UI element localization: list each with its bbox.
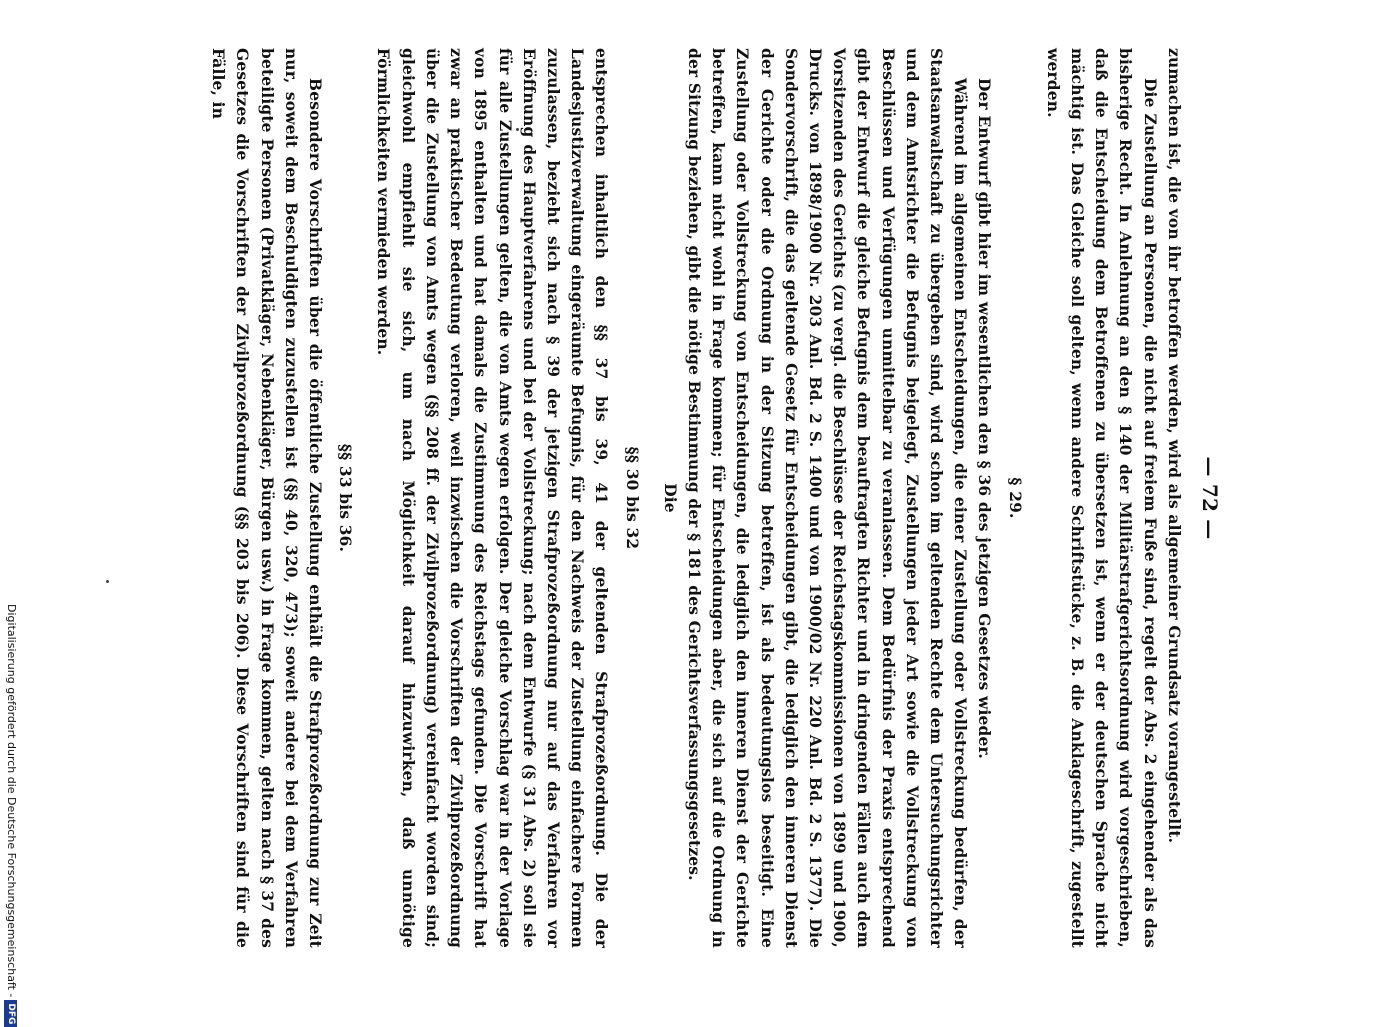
section-heading-29: § 29. — [1005, 477, 1024, 519]
catchword: Die — [660, 483, 679, 513]
section-heading-33-36: §§ 33 bis 36. — [336, 443, 355, 553]
paragraph-zustellung: Die Zustellung an Personen, die nicht auf freiem Fuße sind, regelt der Abs. 2 eingehender als das bisherige Recht. In Anlehnung an den § 140 der Militärstrafgerichtsordnung wird vorgeschrieben, daß die Entscheidung dem Betroffenen zu übersetzen ist, wenn er der deutschen Sprache nicht mächtig ist. Das Gleiche soll gelten, wenn andere Schriftstücke, z. B. die Anklageschrift, zugestellt werden. — [1043, 48, 1159, 948]
footer-text: Digitalisierung gefördert durch die Deutsche Forschungsgemeinschaft - — [5, 604, 18, 998]
section-heading-30-32: §§ 30 bis 32 — [622, 446, 641, 550]
paragraph-33-36: Besondere Vorschriften über die öffentliche Zustellung enthält die Strafprozeßordnung zur Zeit nur, soweit dem Beschuldigten zuzustellen ist (§§ 40, 320, 473); soweit andere bei dem Verfahren beteiligte Personen (Privatkläger, Nebenkläger, Bürgen usw.) in Frage kommen, gelten nach § 37 des Gesetzes die Vorschriften der Zivilprozeßordnung (§§ 203 bis 206). Diese Vorschriften sind für die Fälle, in — [209, 48, 325, 948]
paragraph-29-body: Während im allgemeinen Entscheidungen, die einer Zustellung oder Vollstreckung bedürfen, der Staatsanwaltschaft zu übergeben sind, wird schon im geltenden Rechte dem Untersuchungsrichter und dem Amtsrichter die Befugnis beigelegt, Zustellungen jeder Art sowie die Vollstreckung von Beschlüssen und Verfügungen unmittelbar zu veranlassen. Dem Bedürfnis der Praxis entsprechend gibt der Entwurf die gleiche Befugnis dem beauftragten Richter und in dringenden Fällen auch dem Vorsitzenden des Gerichts (zu vergl. die Beschlüsse der Reichstagskommissionen von 1899 und 1900, Drucks. von 1898/1900 Nr. 203 Anl. Bd. 2 S. 1400 und von 1900/02 Nr. 220 Anl. Bd. 2 S. 1377). Die Sondervorschrift, die das geltende Gesetz für Entscheidungen gibt, die lediglich den inneren Dienst der Gerichte oder die Ordnung in der Sitzung betreffen, ist als bedeutungslos beseitigt. Eine Zustellung oder Vollstreckung von Entscheidungen, die lediglich den inneren Dienst der Gerichte betreffen, kann nicht wohl in Frage kommen; für Entscheidungen aber, die sich auf die Ordnung in der Sitzung beziehen, gibt die nötige Bestimmung der § 181 des Gerichtsverfassungsgesetzes. — [684, 48, 970, 948]
page-number: — 72 — — [1198, 456, 1222, 540]
scan-speck — [516, 128, 519, 131]
rotated-document-page — [100, 0, 1240, 1000]
paragraph-30-32: entsprechen inhaltlich den §§ 37 bis 39, 41 der geltenden Strafprozeßordnung. Die der Landesjustizverwaltung eingeräumte Befugnis, für den Nachweis der Zustellung einfachere Formen zuzulassen, bezieht sich nach § 39 der jetzigen Strafprozeßordnung nur auf das Verfahren vor Eröffnung des Hauptverfahrens und bei der Vollstreckung; nach dem Entwurfe (§ 31 Abs. 2) soll sie für alle Zustellungen gelten, die von Amts wegen erfolgen. Der gleiche Vorschlag war in der Vorlage von 1895 enthalten und hat damals die Zustimmung des Reichstags gefunden. Die Vorschrift hat zwar an praktischer Bedeutung verloren, weil inzwischen die Vorschriften der Zivilprozeßordnung über die Zustellung von Amts wegen (§§ 208 ff. der Zivilprozeßordnung) vereinfacht worden sind; gleichwohl empfiehlt sie sich, um nach Möglichkeit darauf hinzuwirken, daß unnötige Förmlichkeiten vermieden werden. — [374, 48, 611, 948]
dfg-logo-icon: DFG — [5, 1000, 18, 1027]
continuation-paragraph: zumachen ist, die von ihr betroffen werden, wird als allgemeiner Grundsatz vorangestellt. — [1164, 48, 1183, 844]
paragraph-29-intro: Der Entwurf gibt hier im wesentlichen den § 36 des jetzigen Gesetzes wieder. — [975, 78, 994, 759]
digitization-footer — [2, 604, 20, 1025]
page-content — [206, 48, 1222, 948]
scan-speck — [106, 580, 109, 583]
